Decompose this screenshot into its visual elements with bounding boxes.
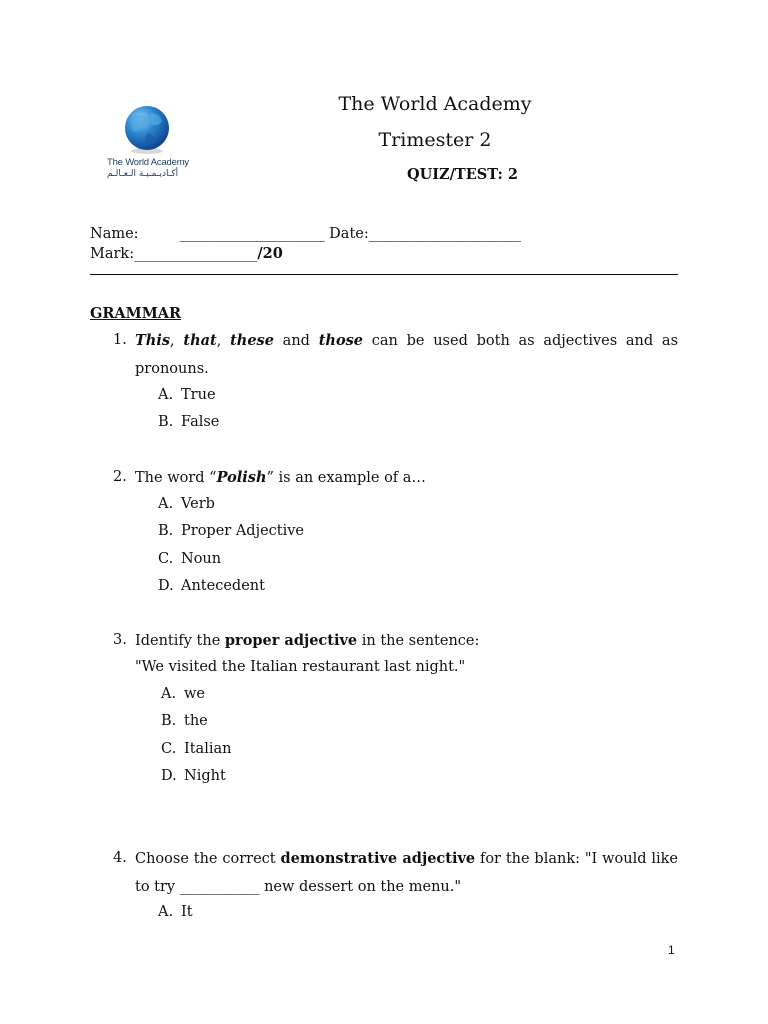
header-divider [90, 274, 678, 275]
question-3-option-c[interactable] [161, 741, 231, 757]
name-date-line [90, 226, 521, 242]
logo-text-arabic: أكـاديـمـيـة الـعـالـم [107, 169, 179, 179]
question-2-option-a[interactable] [158, 496, 215, 512]
school-logo [104, 103, 194, 183]
name-label: Name: [90, 226, 139, 242]
q1-word-those: those [318, 332, 364, 349]
question-4-option-a[interactable] [158, 904, 193, 920]
question-1-option-a[interactable] [158, 387, 216, 403]
option-letter: D. [161, 768, 177, 784]
q1-comma: , [216, 333, 231, 349]
question-1-option-b[interactable] [158, 414, 219, 430]
question-2-number: 2. [113, 469, 127, 485]
q2-word: Polish [216, 469, 267, 486]
q1-comma: , [170, 333, 184, 349]
mark-label: Mark: [90, 246, 135, 262]
q2-post: ” is an example of a… [266, 470, 426, 486]
question-3-sentence: "We visited the Italian restaurant last night." [135, 659, 466, 675]
q4-post: for the blank: "I would like to try ___________ new dessert on the menu." [135, 851, 678, 895]
option-text: Noun [181, 551, 222, 567]
q1-word-this: This [135, 332, 171, 349]
option-text: Antecedent [181, 578, 265, 594]
option-letter: D. [158, 578, 174, 594]
question-3-option-b[interactable] [161, 713, 208, 729]
q4-bold: demonstrative adjective [280, 850, 476, 867]
question-2-option-d[interactable] [158, 578, 265, 594]
quiz-title: QUIZ/TEST: 2 [406, 166, 518, 183]
school-name: The World Academy [338, 93, 532, 115]
page-number: 1 [668, 943, 675, 957]
question-3-text [135, 627, 678, 656]
option-text: False [181, 414, 220, 430]
option-letter: C. [158, 551, 174, 567]
q1-word-these: these [230, 332, 274, 349]
name-blank[interactable]: ____________________ [179, 226, 325, 242]
option-text: Night [184, 768, 226, 784]
question-2-text [135, 464, 678, 493]
section-heading: GRAMMAR [90, 305, 182, 322]
option-letter: A. [158, 904, 174, 920]
option-text: It [181, 904, 193, 920]
option-letter: A. [158, 496, 174, 512]
date-label: Date: [329, 226, 369, 242]
question-4-text [135, 845, 678, 901]
mark-blank[interactable]: _________________ [134, 246, 258, 262]
question-3-number: 3. [113, 632, 127, 648]
option-text: Verb [181, 496, 215, 512]
q2-pre: The word “ [135, 470, 217, 486]
question-2-option-b[interactable] [158, 523, 304, 539]
mark-total: /20 [257, 245, 283, 262]
question-3-option-d[interactable] [161, 768, 226, 784]
q1-word-that: that [183, 332, 217, 349]
option-text: True [181, 387, 216, 403]
question-2-option-c[interactable] [158, 551, 221, 567]
option-letter: B. [158, 523, 174, 539]
question-1-text [135, 327, 678, 383]
option-letter: A. [161, 686, 177, 702]
question-3-option-a[interactable] [161, 686, 205, 702]
option-text: the [184, 713, 208, 729]
option-text: Italian [184, 741, 232, 757]
question-4-number: 4. [113, 850, 127, 866]
globe-logo-icon [104, 103, 194, 157]
term-title: Trimester 2 [378, 129, 492, 151]
option-letter: A. [158, 387, 174, 403]
option-text: we [184, 686, 205, 702]
mark-line [90, 245, 283, 262]
option-letter: B. [161, 713, 177, 729]
option-letter: B. [158, 414, 174, 430]
q4-pre: Choose the correct [135, 851, 281, 867]
question-1-number: 1. [113, 332, 127, 348]
q3-pre: Identify the [135, 633, 225, 649]
q3-post: in the sentence: [357, 633, 480, 649]
logo-text-english: The World Academy [107, 157, 189, 168]
q3-bold: proper adjective [224, 632, 358, 649]
date-blank[interactable]: _____________________ [368, 226, 521, 242]
option-letter: C. [161, 741, 177, 757]
q1-rest: can be used both as adjectives and as pronouns. [135, 333, 679, 377]
q1-and: and [273, 333, 319, 349]
option-text: Proper Adjective [181, 523, 305, 539]
